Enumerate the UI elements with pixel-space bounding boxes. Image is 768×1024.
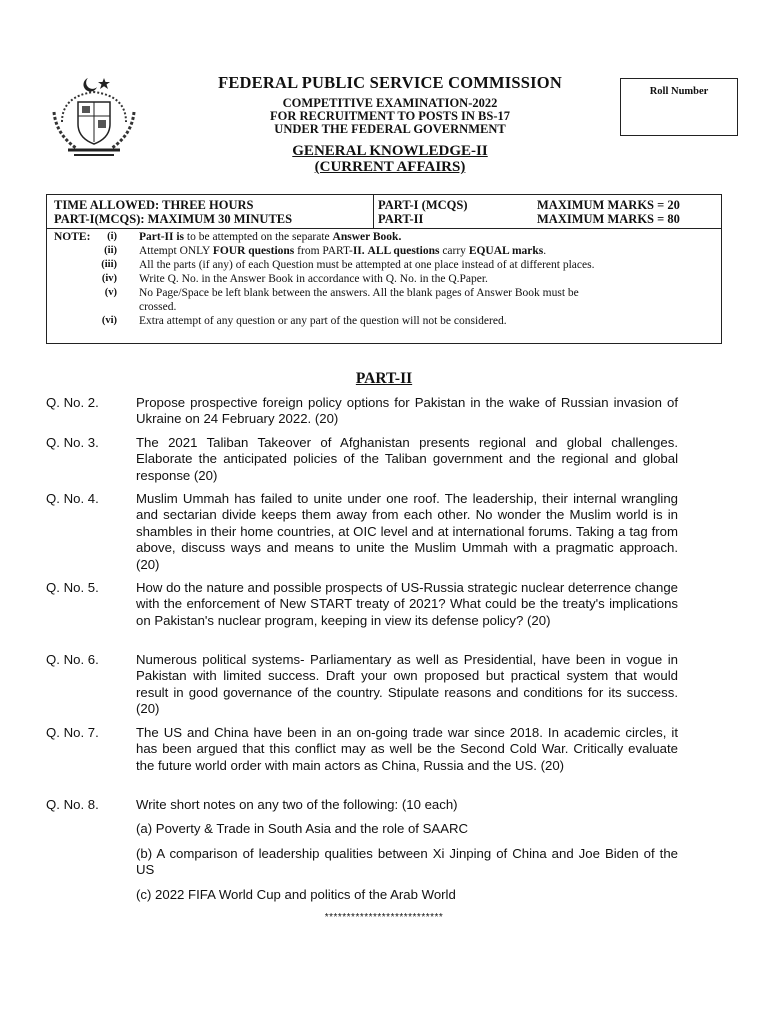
sub-question: (a) Poverty & Trade in South Asia and the role of SAARC [136, 821, 469, 836]
question-text: The 2021 Taliban Takeover of Afghanistan presents regional and global challenges. Elaborate the anticipated policies of the Taliban government and the regional and global response (20) [136, 435, 678, 483]
question-text: Propose prospective foreign policy options for Pakistan in the wake of Russian invasion of Ukraine on 24 February 2022. (20) [136, 395, 678, 427]
note-number: (iii) [101, 259, 117, 270]
recruitment-line: FOR RECRUITMENT TO POSTS IN BS-17 [270, 109, 510, 123]
question-number: Q. No. 8. [46, 797, 99, 812]
instructions-table [46, 194, 722, 344]
question-number: Q. No. 5. [46, 580, 99, 595]
part1-label: PART-I (MCQS) [378, 198, 468, 212]
organization-title: FEDERAL PUBLIC SERVICE COMMISSION [218, 73, 562, 92]
question-number: Q. No. 7. [46, 725, 99, 740]
table-divider [373, 195, 374, 228]
note-item-continued: crossed. [139, 301, 177, 313]
note-item: Write Q. No. in the Answer Book in accordance with Q. No. in the Q.Paper. [139, 273, 488, 285]
sub-question: (c) 2022 FIFA World Cup and politics of the Arab World [136, 887, 456, 902]
end-marker: *************************** [324, 912, 444, 923]
note-item: Extra attempt of any question or any part of the question will not be considered. [139, 315, 507, 327]
question-number: Q. No. 6. [46, 652, 99, 667]
question-text: How do the nature and possible prospects of US-Russia strategic nuclear deterrence change with the enforcement of New START treaty of 2021? What could be the treaty's implications on Pakistan's nuclear program, keeping in view its defense policy? (20) [136, 580, 678, 628]
note-number: (iv) [101, 273, 117, 284]
note-number: (i) [107, 231, 117, 242]
question-number: Q. No. 4. [46, 491, 99, 506]
roll-number-label: Roll Number [649, 86, 709, 97]
note-number: (vi) [101, 315, 117, 326]
subject-subtitle: (CURRENT AFFAIRS) [314, 159, 466, 175]
note-number: (v) [104, 287, 117, 298]
sub-question: (b) A comparison of leadership qualities between Xi Jinping of China and Joe Biden of the US [136, 846, 678, 878]
government-line: UNDER THE FEDERAL GOVERNMENT [274, 122, 506, 136]
roll-number-box[interactable] [620, 78, 738, 136]
note-label: NOTE: [54, 231, 91, 243]
question-text: Numerous political systems- Parliamentary as well as Presidential, have been in vogue in Pakistan with limited success. Draft your own proposed but practical system that would result in good governance of the country. Stipulate reasons and conditions for its success. (20) [136, 652, 678, 717]
part2-label: PART-II [378, 212, 424, 226]
note-item: Attempt ONLY FOUR questions from PART-II. ALL questions carry EQUAL marks. [139, 245, 547, 257]
note-number: (ii) [104, 245, 117, 256]
part1-time: PART-I(MCQS): MAXIMUM 30 MINUTES [54, 212, 293, 226]
table-rule [47, 228, 721, 229]
question-number: Q. No. 3. [46, 435, 99, 450]
question-number: Q. No. 2. [46, 395, 99, 410]
note-item: No Page/Space be left blank between the answers. All the blank pages of Answer Book must be [139, 287, 579, 299]
question-text: Muslim Ummah has failed to unite under one roof. The leadership, their internal wrangling and sectarian divide keeps them away from each other. No wonder the Muslim world is in shambles in their home countries, at OIC level and at international forums. Taking a tag from above, discuss ways and means to unite the Muslim Ummah with a pragmatic approach. (20) [136, 491, 678, 572]
question-text: Write short notes on any two of the following: (10 each) [136, 797, 458, 812]
fpsc-emblem [44, 72, 144, 160]
note-item: All the parts (if any) of each Question must be attempted at one place instead of at different places. [139, 259, 595, 271]
note-item: Part-II is to be attempted on the separate Answer Book. [139, 231, 402, 243]
time-allowed: TIME ALLOWED: THREE HOURS [54, 198, 254, 212]
part2-marks: MAXIMUM MARKS = 80 [537, 212, 680, 226]
exam-title: COMPETITIVE EXAMINATION-2022 [282, 96, 498, 110]
question-text: The US and China have been in an on-going trade war since 2018. In academic circles, it has been argued that this conflict may as well be the Second Cold War. Critically evaluate the future world order with main actors as China, Russia and the US. (20) [136, 725, 678, 773]
subject-title: GENERAL KNOWLEDGE-II [292, 143, 488, 159]
part1-marks: MAXIMUM MARKS = 20 [537, 198, 680, 212]
part-title: PART-II [355, 370, 413, 387]
